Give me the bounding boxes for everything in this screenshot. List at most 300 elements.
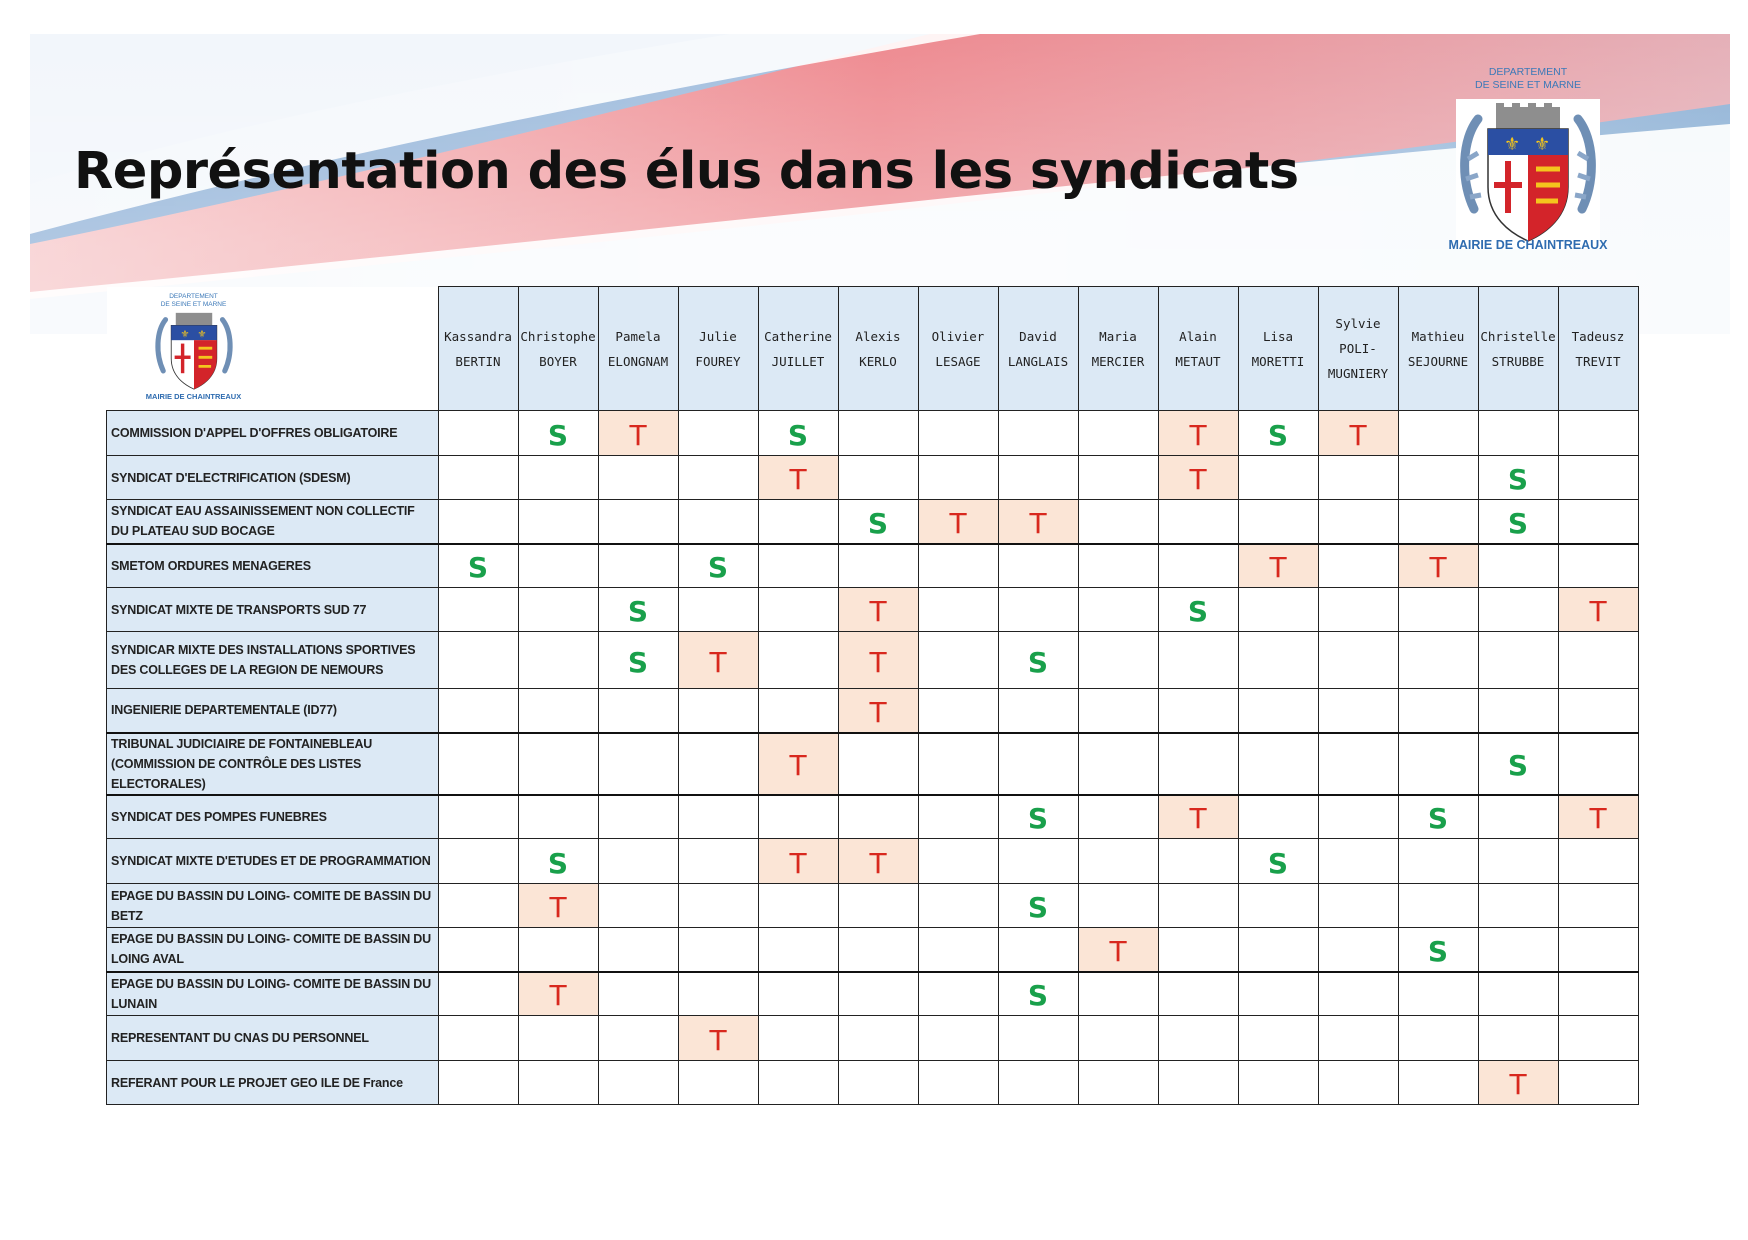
- table-row: [107, 588, 1639, 632]
- empty-cell: [518, 1016, 598, 1061]
- elu-last-name: BERTIN: [455, 353, 501, 369]
- empty-cell: [598, 795, 678, 839]
- titulaire-mark: T: [518, 884, 598, 928]
- syndicat-label: EPAGE DU BASSIN DU LOING- COMITE DE BASSIN DU BETZ: [107, 884, 439, 928]
- titulaire-mark: T: [998, 500, 1078, 544]
- empty-cell: [1398, 632, 1478, 689]
- empty-cell: [998, 588, 1078, 632]
- table-row: [107, 733, 1639, 795]
- titulaire-mark: T: [758, 839, 838, 884]
- empty-cell: [1398, 1016, 1478, 1061]
- empty-cell: [438, 632, 518, 689]
- empty-cell: [1318, 632, 1398, 689]
- empty-cell: [1078, 411, 1158, 456]
- empty-cell: [1158, 544, 1238, 588]
- empty-cell: [598, 689, 678, 733]
- empty-cell: [1478, 588, 1558, 632]
- suppleant-mark: S: [598, 588, 678, 632]
- empty-cell: [678, 795, 758, 839]
- empty-cell: [1398, 839, 1478, 884]
- empty-cell: [1398, 972, 1478, 1016]
- suppleant-mark: S: [998, 972, 1078, 1016]
- empty-cell: [1558, 689, 1638, 733]
- empty-cell: [1078, 884, 1158, 928]
- column-header-0: [438, 287, 518, 411]
- empty-cell: [918, 795, 998, 839]
- empty-cell: [838, 544, 918, 588]
- titulaire-mark: T: [838, 839, 918, 884]
- empty-cell: [598, 544, 678, 588]
- empty-cell: [1078, 839, 1158, 884]
- empty-cell: [678, 500, 758, 544]
- empty-cell: [998, 1016, 1078, 1061]
- empty-cell: [1398, 733, 1478, 795]
- empty-cell: [1238, 588, 1318, 632]
- empty-cell: [998, 689, 1078, 733]
- elu-last-name: BOYER: [539, 353, 577, 369]
- empty-cell: [1478, 544, 1558, 588]
- empty-cell: [838, 411, 918, 456]
- empty-cell: [918, 689, 998, 733]
- column-header-4: [758, 287, 838, 411]
- elu-last-name: MORETTI: [1251, 353, 1305, 369]
- column-header-11: [1318, 287, 1398, 411]
- elu-last-name: MUGNIERY: [1327, 366, 1389, 381]
- table-row: [107, 544, 1639, 588]
- empty-cell: [918, 411, 998, 456]
- empty-cell: [918, 544, 998, 588]
- empty-cell: [438, 1061, 518, 1105]
- empty-cell: [438, 795, 518, 839]
- suppleant-mark: S: [1398, 795, 1478, 839]
- empty-cell: [918, 1016, 998, 1061]
- titulaire-mark: T: [1158, 456, 1238, 500]
- titulaire-mark: T: [678, 632, 758, 689]
- empty-cell: [918, 1061, 998, 1105]
- syndicat-label: REPRESENTANT DU CNAS DU PERSONNEL: [107, 1016, 439, 1061]
- column-header-12: [1398, 287, 1478, 411]
- empty-cell: [1318, 795, 1398, 839]
- empty-cell: [1478, 1016, 1558, 1061]
- empty-cell: [1238, 928, 1318, 972]
- titulaire-mark: T: [1478, 1061, 1558, 1105]
- elu-last-name: STRUBBE: [1491, 353, 1545, 369]
- empty-cell: [918, 928, 998, 972]
- empty-cell: [518, 928, 598, 972]
- table-row: [107, 411, 1639, 456]
- empty-cell: [678, 1061, 758, 1105]
- empty-cell: [598, 972, 678, 1016]
- elu-first-name: Pamela: [615, 328, 661, 344]
- empty-cell: [758, 972, 838, 1016]
- empty-cell: [678, 733, 758, 795]
- empty-cell: [838, 456, 918, 500]
- empty-cell: [1238, 795, 1318, 839]
- empty-cell: [518, 544, 598, 588]
- empty-cell: [918, 733, 998, 795]
- table-row: [107, 884, 1639, 928]
- empty-cell: [518, 588, 598, 632]
- coat-of-arms-icon: [153, 308, 235, 394]
- empty-cell: [1318, 839, 1398, 884]
- empty-cell: [1318, 544, 1398, 588]
- syndicat-label: SYNDICAT MIXTE DE TRANSPORTS SUD 77: [107, 588, 439, 632]
- empty-cell: [598, 839, 678, 884]
- empty-cell: [918, 884, 998, 928]
- empty-cell: [678, 928, 758, 972]
- empty-cell: [1558, 839, 1638, 884]
- table-row: [107, 1061, 1639, 1105]
- empty-cell: [1158, 972, 1238, 1016]
- empty-cell: [1158, 689, 1238, 733]
- column-header-2: [598, 287, 678, 411]
- titulaire-mark: T: [1078, 928, 1158, 972]
- syndicat-label: SYNDICAT MIXTE D'ETUDES ET DE PROGRAMMATION: [107, 839, 439, 884]
- empty-cell: [1558, 1061, 1638, 1105]
- empty-cell: [1078, 689, 1158, 733]
- syndicat-label: SYNDICAT DES POMPES FUNEBRES: [107, 795, 439, 839]
- empty-cell: [1318, 500, 1398, 544]
- empty-cell: [998, 839, 1078, 884]
- empty-cell: [518, 795, 598, 839]
- titulaire-mark: T: [518, 972, 598, 1016]
- empty-cell: [1558, 632, 1638, 689]
- syndicat-label: SMETOM ORDURES MENAGERES: [107, 544, 439, 588]
- empty-cell: [518, 733, 598, 795]
- empty-cell: [518, 632, 598, 689]
- empty-cell: [1558, 884, 1638, 928]
- suppleant-mark: S: [1238, 839, 1318, 884]
- empty-cell: [838, 1061, 918, 1105]
- empty-cell: [998, 456, 1078, 500]
- empty-cell: [1318, 1016, 1398, 1061]
- empty-cell: [1558, 500, 1638, 544]
- elu-first-name: Sylvie POLI-: [1335, 316, 1381, 356]
- empty-cell: [1078, 456, 1158, 500]
- elu-first-name: Catherine: [764, 328, 832, 344]
- empty-cell: [598, 456, 678, 500]
- empty-cell: [1078, 972, 1158, 1016]
- table-row: [107, 689, 1639, 733]
- titulaire-mark: T: [1558, 588, 1638, 632]
- column-header-13: [1478, 287, 1558, 411]
- empty-cell: [1318, 689, 1398, 733]
- empty-cell: [1238, 1061, 1318, 1105]
- table-row: [107, 1016, 1639, 1061]
- empty-cell: [758, 500, 838, 544]
- column-header-8: [1078, 287, 1158, 411]
- empty-cell: [758, 928, 838, 972]
- logo-department-text: DEPARTEMENT DE SEINE ET MARNE: [160, 292, 227, 308]
- empty-cell: [1158, 733, 1238, 795]
- suppleant-mark: S: [518, 839, 598, 884]
- table-row: [107, 795, 1639, 839]
- logo-mairie-text: MAIRIE DE CHAINTREAUX: [145, 391, 242, 401]
- empty-cell: [1558, 456, 1638, 500]
- empty-cell: [998, 733, 1078, 795]
- empty-cell: [1478, 632, 1558, 689]
- empty-cell: [758, 795, 838, 839]
- representation-table: [106, 286, 1639, 1105]
- empty-cell: [438, 456, 518, 500]
- empty-cell: [1478, 411, 1558, 456]
- empty-cell: [758, 1061, 838, 1105]
- empty-cell: [1238, 632, 1318, 689]
- empty-cell: [918, 456, 998, 500]
- empty-cell: [1158, 928, 1238, 972]
- table-row: [107, 456, 1639, 500]
- empty-cell: [598, 928, 678, 972]
- elu-first-name: Christophe: [520, 328, 596, 344]
- empty-cell: [838, 795, 918, 839]
- empty-cell: [1078, 544, 1158, 588]
- empty-cell: [1478, 972, 1558, 1016]
- elu-first-name: Lisa: [1262, 328, 1294, 344]
- empty-cell: [518, 689, 598, 733]
- empty-cell: [438, 972, 518, 1016]
- mairie-logo: [1428, 66, 1628, 262]
- empty-cell: [758, 884, 838, 928]
- empty-cell: [598, 1061, 678, 1105]
- empty-cell: [758, 1016, 838, 1061]
- empty-cell: [1318, 1061, 1398, 1105]
- empty-cell: [518, 1061, 598, 1105]
- logo-department-text: DEPARTEMENT DE SEINE ET MARNE: [1475, 66, 1581, 91]
- slide-title: Représentation des élus dans les syndicats: [74, 142, 1299, 201]
- empty-cell: [1238, 884, 1318, 928]
- empty-cell: [438, 500, 518, 544]
- elu-first-name: Olivier: [931, 328, 985, 344]
- empty-cell: [998, 411, 1078, 456]
- syndicat-label: EPAGE DU BASSIN DU LOING- COMITE DE BASSIN DU LUNAIN: [107, 972, 439, 1016]
- titulaire-mark: T: [838, 588, 918, 632]
- elu-last-name: KERLO: [859, 353, 897, 369]
- empty-cell: [1558, 733, 1638, 795]
- empty-cell: [838, 1016, 918, 1061]
- table-body: [107, 411, 1639, 1105]
- titulaire-mark: T: [678, 1016, 758, 1061]
- column-header-9: [1158, 287, 1238, 411]
- syndicat-label: INGENIERIE DEPARTEMENTALE (ID77): [107, 689, 439, 733]
- titulaire-mark: T: [758, 733, 838, 795]
- empty-cell: [438, 588, 518, 632]
- empty-cell: [438, 1016, 518, 1061]
- suppleant-mark: S: [1158, 588, 1238, 632]
- column-header-1: [518, 287, 598, 411]
- suppleant-mark: S: [998, 632, 1078, 689]
- empty-cell: [1238, 689, 1318, 733]
- column-header-3: [678, 287, 758, 411]
- empty-cell: [438, 884, 518, 928]
- suppleant-mark: S: [438, 544, 518, 588]
- empty-cell: [838, 928, 918, 972]
- elu-last-name: LESAGE: [935, 353, 981, 369]
- empty-cell: [758, 544, 838, 588]
- empty-cell: [598, 500, 678, 544]
- empty-cell: [838, 733, 918, 795]
- syndicat-label: SYNDICAR MIXTE DES INSTALLATIONS SPORTIVES DES COLLEGES DE LA REGION DE NEMOURS: [107, 632, 439, 689]
- elu-last-name: METAUT: [1175, 353, 1221, 369]
- table-header-row: [107, 287, 1639, 411]
- empty-cell: [758, 689, 838, 733]
- empty-cell: [1158, 1061, 1238, 1105]
- elu-first-name: Alexis: [855, 328, 901, 344]
- empty-cell: [1238, 972, 1318, 1016]
- empty-cell: [438, 928, 518, 972]
- syndicat-label: TRIBUNAL JUDICIAIRE DE FONTAINEBLEAU (COMMISSION DE CONTRÔLE DES LISTES ELECTORALES): [107, 733, 439, 795]
- titulaire-mark: T: [838, 632, 918, 689]
- empty-cell: [998, 928, 1078, 972]
- empty-cell: [678, 972, 758, 1016]
- empty-cell: [1398, 500, 1478, 544]
- column-header-6: [918, 287, 998, 411]
- empty-cell: [1398, 411, 1478, 456]
- empty-cell: [998, 544, 1078, 588]
- titulaire-mark: T: [758, 456, 838, 500]
- syndicat-label: EPAGE DU BASSIN DU LOING- COMITE DE BASSIN DU LOING AVAL: [107, 928, 439, 972]
- empty-cell: [518, 456, 598, 500]
- empty-cell: [1158, 500, 1238, 544]
- suppleant-mark: S: [838, 500, 918, 544]
- elu-first-name: David: [1019, 328, 1057, 344]
- empty-cell: [438, 411, 518, 456]
- empty-cell: [1158, 884, 1238, 928]
- titulaire-mark: T: [838, 689, 918, 733]
- empty-cell: [918, 632, 998, 689]
- empty-cell: [1558, 1016, 1638, 1061]
- empty-cell: [678, 456, 758, 500]
- empty-cell: [1078, 500, 1158, 544]
- suppleant-mark: S: [1478, 500, 1558, 544]
- empty-cell: [1558, 928, 1638, 972]
- empty-cell: [1238, 500, 1318, 544]
- titulaire-mark: T: [1398, 544, 1478, 588]
- empty-cell: [1318, 588, 1398, 632]
- empty-cell: [1558, 544, 1638, 588]
- empty-cell: [678, 588, 758, 632]
- empty-cell: [758, 632, 838, 689]
- table-row: [107, 928, 1639, 972]
- empty-cell: [1078, 733, 1158, 795]
- empty-cell: [598, 733, 678, 795]
- empty-cell: [1398, 689, 1478, 733]
- empty-cell: [1318, 972, 1398, 1016]
- elu-last-name: JUILLET: [771, 353, 825, 369]
- empty-cell: [1478, 689, 1558, 733]
- empty-cell: [1478, 795, 1558, 839]
- titulaire-mark: T: [1238, 544, 1318, 588]
- empty-cell: [678, 411, 758, 456]
- suppleant-mark: S: [1398, 928, 1478, 972]
- elu-last-name: SEJOURNE: [1407, 353, 1469, 369]
- empty-cell: [1078, 632, 1158, 689]
- empty-cell: [1398, 1061, 1478, 1105]
- elu-last-name: MERCIER: [1091, 353, 1145, 369]
- empty-cell: [598, 884, 678, 928]
- empty-cell: [1318, 456, 1398, 500]
- empty-cell: [1558, 972, 1638, 1016]
- column-header-7: [998, 287, 1078, 411]
- elu-last-name: LANGLAIS: [1007, 353, 1069, 369]
- table-row: [107, 500, 1639, 544]
- syndicat-label: REFERANT POUR LE PROJET GEO ILE DE France: [107, 1061, 439, 1105]
- empty-cell: [518, 500, 598, 544]
- empty-cell: [438, 689, 518, 733]
- titulaire-mark: T: [918, 500, 998, 544]
- empty-cell: [1398, 884, 1478, 928]
- suppleant-mark: S: [518, 411, 598, 456]
- empty-cell: [1078, 588, 1158, 632]
- column-header-5: [838, 287, 918, 411]
- empty-cell: [918, 839, 998, 884]
- empty-cell: [1558, 411, 1638, 456]
- elu-first-name: Alain: [1179, 328, 1217, 344]
- empty-cell: [678, 689, 758, 733]
- titulaire-mark: T: [598, 411, 678, 456]
- syndicat-label: SYNDICAT EAU ASSAINISSEMENT NON COLLECTIF DU PLATEAU SUD BOCAGE: [107, 500, 439, 544]
- suppleant-mark: S: [1478, 456, 1558, 500]
- empty-cell: [918, 588, 998, 632]
- elu-first-name: Julie: [699, 328, 737, 344]
- empty-cell: [1078, 795, 1158, 839]
- svg-text:⚜: ⚜: [1534, 134, 1551, 155]
- empty-cell: [678, 839, 758, 884]
- titulaire-mark: T: [1558, 795, 1638, 839]
- svg-text:⚜: ⚜: [1504, 134, 1521, 155]
- suppleant-mark: S: [758, 411, 838, 456]
- empty-cell: [1158, 839, 1238, 884]
- empty-cell: [838, 884, 918, 928]
- coat-of-arms-icon: [1456, 99, 1600, 249]
- titulaire-mark: T: [1318, 411, 1398, 456]
- empty-cell: [1238, 733, 1318, 795]
- empty-cell: [1318, 884, 1398, 928]
- empty-cell: [1078, 1061, 1158, 1105]
- empty-cell: [1318, 928, 1398, 972]
- empty-cell: [998, 1061, 1078, 1105]
- empty-cell: [1158, 632, 1238, 689]
- empty-cell: [1158, 1016, 1238, 1061]
- syndicat-label: SYNDICAT D'ELECTRIFICATION (SDESM): [107, 456, 439, 500]
- suppleant-mark: S: [678, 544, 758, 588]
- suppleant-mark: S: [1238, 411, 1318, 456]
- column-header-14: [1558, 287, 1638, 411]
- empty-cell: [1478, 884, 1558, 928]
- empty-cell: [1478, 928, 1558, 972]
- suppleant-mark: S: [998, 795, 1078, 839]
- elu-last-name: TREVIT: [1575, 353, 1621, 369]
- titulaire-mark: T: [1158, 795, 1238, 839]
- svg-text:⚜: ⚜: [179, 327, 190, 340]
- table-corner-logo-cell: [107, 287, 439, 411]
- elu-last-name: ELONGNAM: [607, 353, 669, 369]
- suppleant-mark: S: [1478, 733, 1558, 795]
- empty-cell: [758, 588, 838, 632]
- empty-cell: [918, 972, 998, 1016]
- elu-last-name: FOUREY: [695, 353, 741, 369]
- elu-first-name: Mathieu: [1411, 328, 1465, 344]
- empty-cell: [1398, 456, 1478, 500]
- empty-cell: [1318, 733, 1398, 795]
- table-row: [107, 839, 1639, 884]
- elu-first-name: Kassandra: [444, 328, 512, 344]
- table-row: [107, 972, 1639, 1016]
- logo-mairie-text: MAIRIE DE CHAINTREAUX: [1448, 238, 1608, 252]
- elu-first-name: Maria: [1099, 328, 1137, 344]
- empty-cell: [598, 1016, 678, 1061]
- titulaire-mark: T: [1158, 411, 1238, 456]
- svg-text:⚜: ⚜: [196, 327, 207, 340]
